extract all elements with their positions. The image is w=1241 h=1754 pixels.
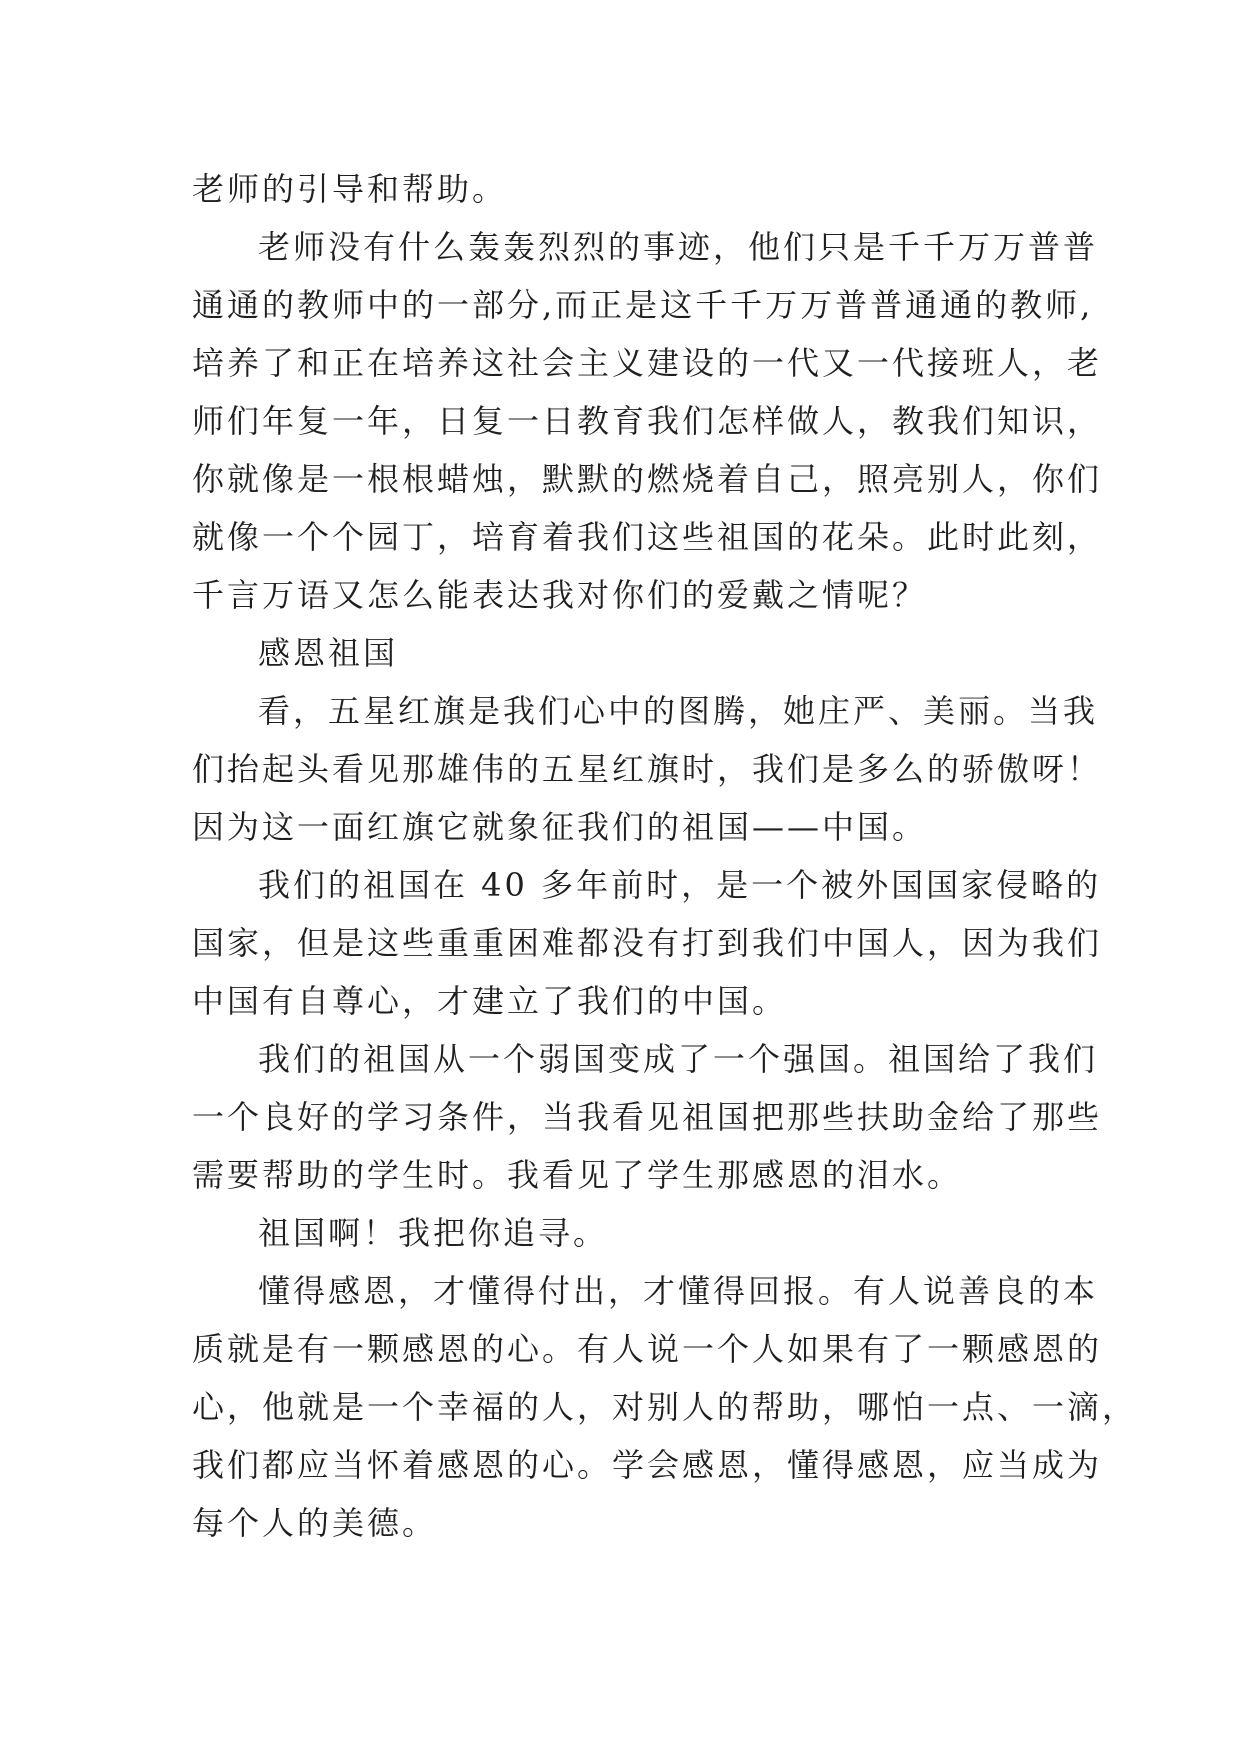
text-line: 需要帮助的学生时。我看见了学生那感恩的泪水。 [192, 1156, 963, 1194]
text-line: 千言万语又怎么能表达我对你们的爱戴之情呢？ [192, 576, 928, 614]
text-line: 祖国啊！我把你追寻。 [258, 1214, 609, 1252]
text-line: 我们都应当怀着感恩的心。学会感恩，懂得感恩，应当成为 [192, 1446, 1103, 1484]
text-line: 中国有自尊心，才建立了我们的中国。 [192, 982, 788, 1020]
text-line: 国家，但是这些重重困难都没有打到我们中国人，因为我们 [192, 924, 1103, 962]
text-line: 每个人的美德。 [192, 1504, 438, 1542]
text-line: 我们的祖国在 40 多年前时，是一个被外国国家侵略的 [258, 866, 1102, 904]
text-line: 懂得感恩，才懂得付出，才懂得回报。有人说善良的本 [258, 1272, 1099, 1310]
text-line: 老师的引导和帮助。 [192, 170, 508, 208]
text-line: 质就是有一颗感恩的心。有人说一个人如果有了一颗感恩的 [192, 1330, 1103, 1368]
body-text [192, 160, 1138, 1552]
text-line: 师们年复一年，日复一日教育我们怎样做人，教我们知识， [192, 402, 1103, 440]
text-line: 看，五星红旗是我们心中的图腾，她庄严、美丽。当我 [258, 692, 1099, 730]
text-line: 你就像是一根根蜡烛，默默的燃烧着自己，照亮别人，你们 [192, 460, 1103, 498]
text-line: 老师没有什么轰轰烈烈的事迹，他们只是千千万万普普 [258, 228, 1099, 266]
text-line: 培养了和正在培养这社会主义建设的一代又一代接班人，老 [192, 344, 1103, 382]
section-heading: 感恩祖国 [258, 634, 399, 672]
text-line: 们抬起头看见那雄伟的五星红旗时，我们是多么的骄傲呀！ [192, 750, 1103, 788]
text-line: 心，他就是一个幸福的人，对别人的帮助，哪怕一点、一滴， [192, 1388, 1138, 1426]
text-line: 因为这一面红旗它就象征我们的祖国——中国。 [192, 808, 928, 846]
text-line: 一个良好的学习条件，当我看见祖国把那些扶助金给了那些 [192, 1098, 1103, 1136]
text-line: 通通的教师中的一部分,而正是这千千万万普普通通的教师, [192, 286, 1094, 324]
text-line: 就像一个个园丁，培育着我们这些祖国的花朵。此时此刻， [192, 518, 1103, 556]
text-line: 我们的祖国从一个弱国变成了一个强国。祖国给了我们 [258, 1040, 1099, 1078]
